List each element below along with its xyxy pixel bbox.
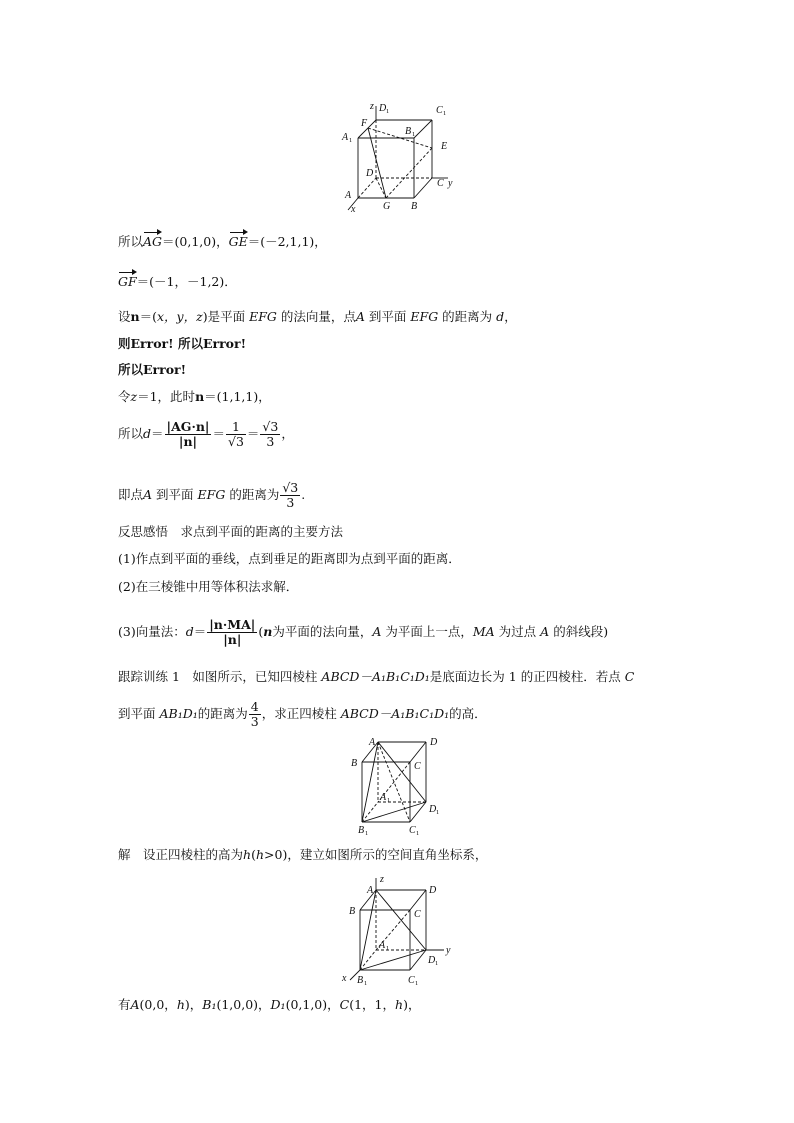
line-distance-formula: 所以d＝ $\frac{|AG\cdot n|}{|n|}$ ＝ $\frac{1}{√3}$ ＝ $\frac{√3}{3}$ ， bbox=[118, 419, 294, 449]
fig1-label: B bbox=[411, 201, 418, 212]
fig2-label: A bbox=[369, 737, 376, 748]
fig1-label: D bbox=[379, 103, 387, 114]
fig2-label: C bbox=[414, 761, 421, 772]
fig2-label: B bbox=[358, 825, 365, 836]
fig3-label: 1 bbox=[386, 945, 390, 952]
fig1-label: A bbox=[342, 132, 349, 143]
fig2-label: D bbox=[429, 804, 437, 815]
line-method-2: (2)在三棱锥中用等体积法求解． bbox=[118, 579, 299, 594]
fig3-label: D bbox=[428, 955, 436, 966]
fig2-label: A bbox=[380, 792, 387, 803]
fig2-label: D bbox=[430, 737, 438, 748]
fig1-label: G bbox=[383, 201, 391, 212]
fig3-label: 1 bbox=[415, 980, 419, 987]
line-normal-vector: 设n＝(x，y，z)是平面 EFG 的法向量，点A 到平面 EFG 的距离为 d， bbox=[118, 309, 517, 324]
fig3-label: D bbox=[429, 885, 437, 896]
line-method-1: (1)作点到平面的垂线，点到垂足的距离即为点到平面的距离． bbox=[118, 551, 461, 566]
fig2-label: C bbox=[409, 825, 416, 836]
fig1-label: 1 bbox=[349, 137, 353, 144]
fig2-label: 1 bbox=[416, 830, 420, 837]
figure-cube-efg bbox=[338, 98, 468, 216]
fig3-label: C bbox=[414, 909, 421, 920]
line-vector-gf: GF＝(－1，－1,2)． bbox=[118, 274, 237, 289]
line-vectors-ag-ge: 所以AG＝(0,1,0)，GE＝(－2,1,1)， bbox=[118, 234, 327, 249]
fig3-label: 1 bbox=[435, 960, 439, 967]
fig1-label: D bbox=[366, 168, 374, 179]
fig3-label: A bbox=[367, 885, 374, 896]
line-method-3: (3)向量法：d＝ $\frac{|n\cdot MA|}{|n|}$ (n为平面的法向量，A 为平面上一点，MA 为过点 A 的斜线段) bbox=[118, 617, 609, 647]
line-coordinates: 有A(0,0，h)，B₁(1,0,0)，D₁(0,1,0)，C(1，1，h)， bbox=[118, 997, 421, 1012]
figure-prism-axes bbox=[336, 872, 460, 990]
line-solution: 解 设正四棱柱的高为h(h>0)，建立如图所示的空间直角坐标系， bbox=[118, 847, 488, 862]
fig3-label: B bbox=[349, 906, 356, 917]
fig1-label: E bbox=[441, 141, 448, 152]
fig3-label: A bbox=[379, 940, 386, 951]
fig3-label: 1 bbox=[364, 980, 368, 987]
fig1-label: 1 bbox=[386, 108, 390, 115]
line-reflection-title: 反思感悟 求点到平面的距离的主要方法 bbox=[118, 524, 344, 539]
fig2-label: 1 bbox=[387, 797, 391, 804]
fig1-label: z bbox=[370, 101, 374, 112]
fig1-label: C bbox=[436, 105, 443, 116]
fig1-label: 1 bbox=[412, 131, 416, 138]
fig1-label: A bbox=[345, 190, 352, 201]
fig1-label: B bbox=[405, 126, 412, 137]
fig2-label: 1 bbox=[436, 809, 440, 816]
line-distance-result: 即点A 到平面 EFG 的距离为 $\frac{√3}{3}$ . bbox=[118, 480, 306, 510]
line-let-z: 令z＝1，此时n＝(1,1,1)， bbox=[118, 389, 271, 404]
line-error-1: 则Error! 所以Error! bbox=[118, 336, 247, 351]
line-exercise-2: 到平面 AB₁D₁的距离为 $\frac{4}{3}$ ，求正四棱柱 ABCD－A₁B₁C₁D₁的高． bbox=[118, 699, 487, 729]
fig1-label: F bbox=[361, 118, 368, 129]
fig2-label: 1 bbox=[365, 830, 369, 837]
fig1-label: 1 bbox=[443, 110, 447, 117]
fig3-label: B bbox=[357, 975, 364, 986]
line-error-2: 所以Error! bbox=[118, 362, 187, 377]
fig3-label: C bbox=[408, 975, 415, 986]
fig3-label: y bbox=[446, 945, 451, 956]
fig1-label: C bbox=[437, 178, 444, 189]
figure-prism bbox=[348, 736, 448, 838]
fig2-label: B bbox=[351, 758, 358, 769]
line-exercise-1: 跟踪训练 1 如图所示，已知四棱柱 ABCD－A₁B₁C₁D₁是底面边长为 1 的正四棱柱．若点 C bbox=[118, 669, 635, 684]
fig3-label: z bbox=[380, 874, 384, 885]
fig1-label: y bbox=[448, 178, 453, 189]
fig1-label: x bbox=[351, 204, 356, 215]
fig3-label: x bbox=[342, 973, 347, 984]
